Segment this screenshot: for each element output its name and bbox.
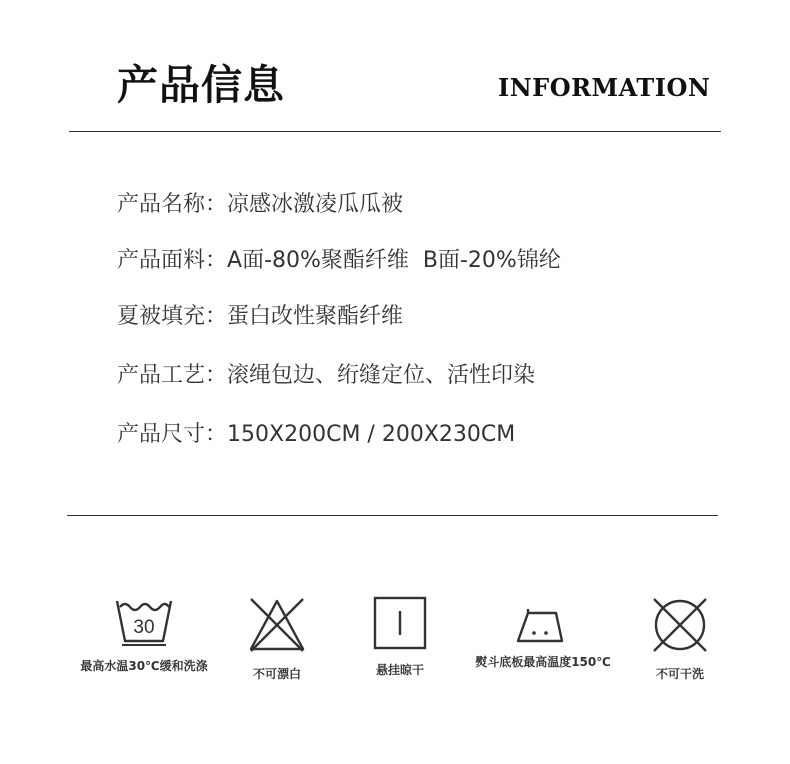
no-dry-clean-icon bbox=[650, 595, 710, 655]
care-label: 悬挂晾干 bbox=[375, 663, 424, 677]
iron-medium-icon bbox=[512, 601, 574, 651]
spec-value: A面-80%聚酯纤维 B面-20%锦纶 bbox=[227, 248, 561, 273]
middle-divider bbox=[67, 515, 718, 516]
care-item-no-dry-clean bbox=[600, 595, 760, 682]
page-title-cn: 产品信息 bbox=[117, 61, 285, 109]
spec-value: 凉感冰激凌瓜瓜被 bbox=[227, 192, 404, 217]
spec-label: 产品工艺 bbox=[117, 363, 206, 388]
spec-row-name bbox=[117, 190, 403, 220]
care-label: 最高水温30℃缓和洗涤 bbox=[80, 659, 208, 673]
page-title-en: INFORMATION bbox=[498, 73, 711, 102]
care-item-iron bbox=[463, 595, 623, 670]
top-divider bbox=[69, 131, 721, 132]
spec-separator: ： bbox=[205, 304, 228, 329]
spec-label: 产品名称 bbox=[117, 192, 206, 217]
care-item-line-dry bbox=[320, 595, 480, 678]
spec-row-craft bbox=[117, 361, 535, 391]
care-label: 不可漂白 bbox=[252, 667, 301, 681]
wash-30-icon bbox=[114, 595, 174, 647]
spec-label: 夏被填充 bbox=[117, 304, 206, 329]
spec-row-filling bbox=[117, 302, 403, 332]
spec-label: 产品尺寸 bbox=[117, 422, 206, 447]
no-bleach-icon bbox=[247, 595, 307, 655]
spec-separator: ： bbox=[205, 192, 228, 217]
spec-label: 产品面料 bbox=[117, 248, 206, 273]
spec-separator: ： bbox=[205, 422, 228, 447]
care-label: 不可干洗 bbox=[655, 667, 704, 681]
spec-separator: ： bbox=[205, 248, 228, 273]
spec-value: 150X200CM / 200X230CM bbox=[227, 422, 516, 447]
spec-row-size bbox=[117, 420, 515, 450]
spec-value: 蛋白改性聚酯纤维 bbox=[227, 304, 404, 329]
spec-value: 滚绳包边、绗缝定位、活性印染 bbox=[227, 363, 536, 388]
line-dry-icon bbox=[372, 595, 428, 651]
wash-temp-text: 30 bbox=[133, 617, 155, 638]
spec-row-fabric bbox=[117, 246, 561, 276]
care-label: 熨斗底板最高温度150℃ bbox=[475, 655, 611, 669]
spec-separator: ： bbox=[205, 363, 228, 388]
